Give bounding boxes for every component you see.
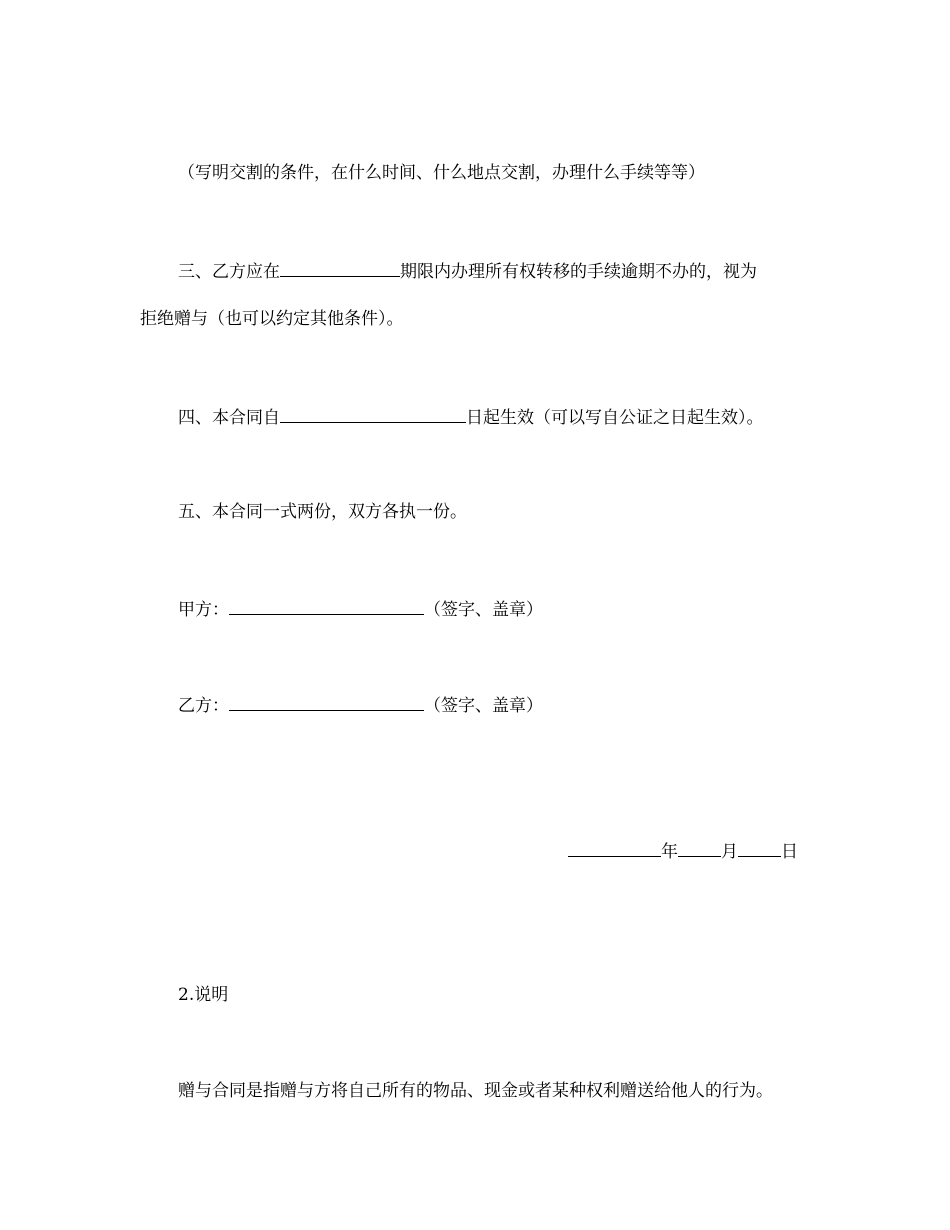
- delivery-note: [178, 162, 705, 184]
- clause-4-prefix: 四、本合同自: [178, 408, 280, 428]
- party-b-signature-blank[interactable]: [229, 693, 424, 711]
- clause-3-line-2: [140, 308, 404, 330]
- clause-3-deadline-blank[interactable]: [280, 259, 400, 277]
- clause-3-prefix: 三、乙方应在: [178, 262, 280, 282]
- party-a-signature-line: [178, 597, 543, 621]
- year-blank[interactable]: [568, 839, 661, 857]
- party-b-signature-line: [178, 693, 543, 717]
- month-label: 月: [721, 842, 738, 862]
- explanation-text: 赠与合同是指赠与方将自己所有的物品、现金或者某种权利赠送给他人的行为。: [178, 1081, 773, 1101]
- clause-5: [178, 501, 467, 523]
- party-a-label: 甲方：: [178, 600, 229, 620]
- party-b-sign-note: （签字、盖章）: [424, 696, 543, 716]
- signing-date: [568, 839, 798, 863]
- clause-4: [178, 405, 764, 429]
- section-heading-text: 2.说明: [178, 985, 229, 1005]
- month-blank[interactable]: [678, 839, 721, 857]
- explanation-paragraph: [178, 1080, 773, 1102]
- year-label: 年: [661, 842, 678, 862]
- clause-5-text: 五、本合同一式两份，双方各执一份。: [178, 502, 467, 522]
- delivery-note-text: （写明交割的条件，在什么时间、什么地点交割，办理什么手续等等）: [178, 163, 705, 183]
- day-blank[interactable]: [738, 839, 781, 857]
- clause-3-continuation: 拒绝赠与（也可以约定其他条件）。: [140, 309, 404, 329]
- party-b-label: 乙方：: [178, 696, 229, 716]
- section-heading: [178, 984, 228, 1006]
- clause-4-suffix: 日起生效（可以写自公证之日起生效）。: [466, 408, 764, 428]
- day-label: 日: [781, 842, 798, 862]
- party-a-sign-note: （签字、盖章）: [424, 600, 543, 620]
- party-a-signature-blank[interactable]: [229, 597, 424, 615]
- clause-4-effective-date-blank[interactable]: [280, 405, 466, 423]
- clause-3-line-1: [178, 259, 757, 283]
- clause-3-suffix: 期限内办理所有权转移的手续逾期不办的，视为: [400, 262, 757, 282]
